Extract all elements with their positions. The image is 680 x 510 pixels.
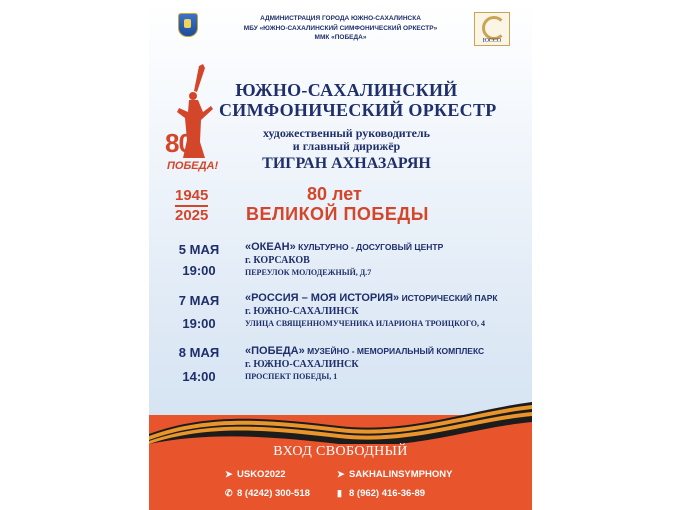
pobeda-badge-text: ПОБЕДА! bbox=[167, 160, 219, 172]
phone-icon: ✆ bbox=[225, 488, 233, 498]
event-3-address: ПРОСПЕКТ ПОБЕДЫ, 1 bbox=[245, 372, 338, 381]
event-2-venue-type: ИСТОРИЧЕСКИЙ ПАРК bbox=[401, 293, 498, 303]
event-3-city: г. ЮЖНО-САХАЛИНСК bbox=[245, 359, 359, 370]
event-1-city: г. КОРСАКОВ bbox=[245, 255, 310, 266]
event-1-time: 19:00 bbox=[182, 263, 216, 278]
event-3-venue-name: «ПОБЕДА» bbox=[245, 345, 305, 357]
year-start: 1945 bbox=[175, 187, 208, 207]
jubilee-line-1: 80 лет bbox=[307, 184, 362, 204]
year-end: 2025 bbox=[175, 207, 209, 224]
event-1-venue-type: КУЛЬТУРНО - ДОСУГОВЫЙ ЦЕНТР bbox=[298, 242, 444, 252]
event-3-venue bbox=[245, 345, 484, 381]
phone-contact-2 bbox=[337, 488, 425, 499]
telegram-handle-1: USKO2022 bbox=[237, 469, 286, 480]
concert-poster bbox=[149, 0, 532, 510]
conductor-role-line-1: художественный руководитель bbox=[262, 126, 431, 140]
organizer-line-2: МБУ «ЮЖНО-САХАЛИНСКИЙ СИМФОНИЧЕСКИЙ ОРКЕСТР» bbox=[243, 24, 438, 32]
jubilee-line-2: ВЕЛИКОЙ ПОБЕДЫ bbox=[246, 204, 429, 224]
phone-number-2: 8 (962) 416-36-89 bbox=[349, 488, 426, 499]
event-2-address: УЛИЦА СВЯЩЕННОМУЧЕНИКА ИЛАРИОНА ТРОИЦКОГО, 4 bbox=[245, 319, 486, 328]
telegram-handle-2: SAKHALINSYMPHONY bbox=[349, 469, 453, 480]
anniversary-80-badge: 80 bbox=[165, 128, 192, 158]
orchestra-logo bbox=[474, 12, 510, 46]
organizer-line-1: АДМИНИСТРАЦИЯ ГОРОДА ЮЖНО-САХАЛИНСКА bbox=[260, 15, 421, 22]
event-3-time: 14:00 bbox=[182, 369, 216, 384]
free-entry-text: ВХОД СВОБОДНЫЙ bbox=[273, 444, 408, 459]
organizer-line-3: ММК «ПОБЕДА» bbox=[314, 34, 367, 41]
event-1-venue bbox=[245, 241, 443, 277]
event-2-time: 19:00 bbox=[182, 316, 216, 331]
mobile-phone-icon: ▮ bbox=[337, 488, 342, 498]
orchestra-logo-swirl-icon bbox=[482, 16, 506, 40]
event-1-venue-name: «ОКЕАН» bbox=[245, 241, 296, 253]
orchestra-title-line-2: СИМФОНИЧЕСКИЙ ОРКЕСТР bbox=[219, 100, 497, 120]
st-george-ribbon-icon bbox=[149, 392, 532, 444]
telegram-contact-2 bbox=[337, 469, 452, 480]
orchestra-title-line-1: ЮЖНО-САХАЛИНСКИЙ bbox=[235, 80, 458, 100]
event-1-date: 5 МАЯ bbox=[178, 242, 220, 257]
telegram-icon: ➤ bbox=[337, 469, 345, 479]
orchestra-logo-text: ЮССО bbox=[482, 38, 502, 44]
conductor-role-line-2: и главный дирижёр bbox=[292, 139, 401, 153]
phone-number-1: 8 (4242) 300-518 bbox=[237, 488, 310, 499]
telegram-contact-1 bbox=[225, 469, 286, 480]
event-3-venue-type: МУЗЕЙНО - МЕМОРИАЛЬНЫЙ КОМПЛЕКС bbox=[307, 346, 485, 356]
event-2-venue-name: «РОССИЯ – МОЯ ИСТОРИЯ» bbox=[245, 292, 400, 304]
phone-contact-1 bbox=[225, 488, 310, 499]
conductor-name: ТИГРАН АХНАЗАРЯН bbox=[262, 155, 431, 172]
telegram-icon: ➤ bbox=[225, 469, 233, 479]
event-2-date: 7 МАЯ bbox=[178, 293, 220, 308]
event-2-city: г. ЮЖНО-САХАЛИНСК bbox=[245, 306, 359, 317]
event-2-venue bbox=[245, 292, 498, 328]
event-1-address: ПЕРЕУЛОК МОЛОДЕЖНЫЙ, Д.7 bbox=[245, 268, 372, 277]
event-3-date: 8 МАЯ bbox=[178, 345, 220, 360]
